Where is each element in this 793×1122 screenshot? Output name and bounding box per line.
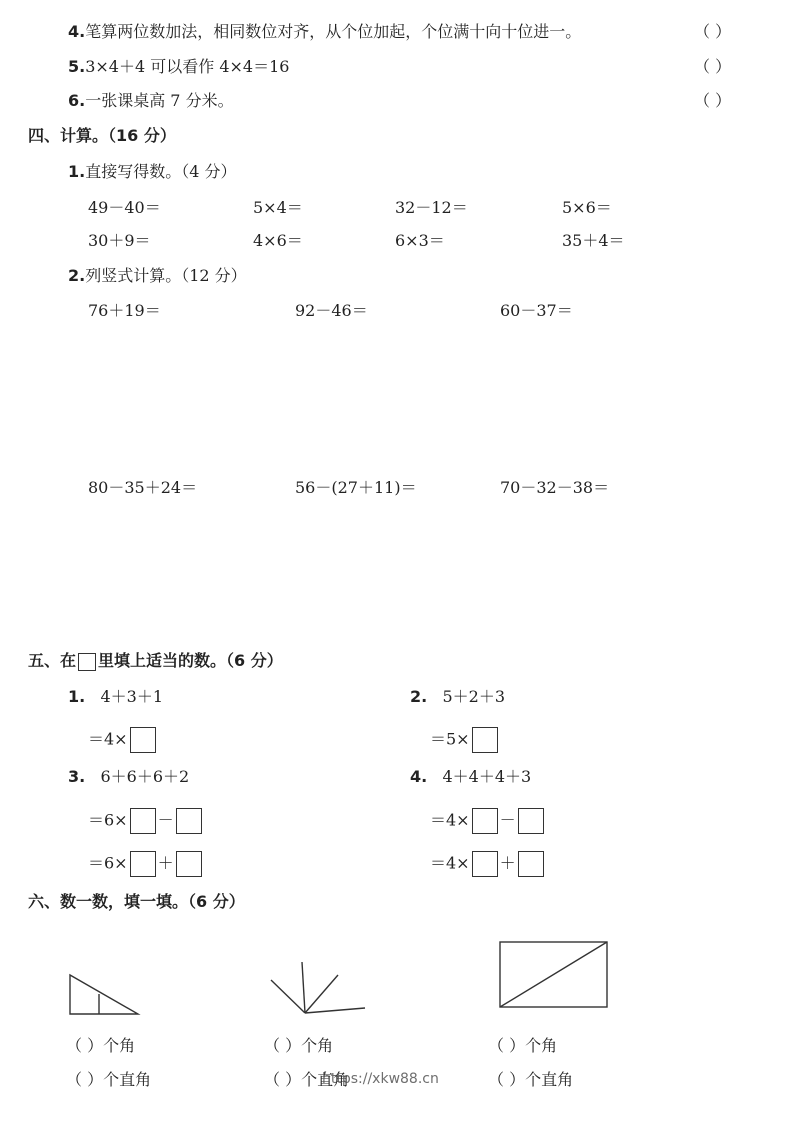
- section6-title: 六、数一数，填一填。（6 分）: [28, 892, 245, 911]
- fill-q2: 2. 5＋2＋3: [410, 687, 506, 706]
- right-angle-count-1[interactable]: （ ）个直角: [66, 1070, 152, 1089]
- vertical-calc: 60－37＝: [500, 301, 573, 320]
- angle-count-1[interactable]: （ ）个角: [66, 1036, 136, 1055]
- watermark: https://xkw88.cn: [322, 1071, 439, 1087]
- right-angle-count-3[interactable]: （ ）个直角: [488, 1070, 574, 1089]
- q2-title: 2.列竖式计算。（12 分）: [68, 266, 247, 285]
- vertical-calc: 56－(27＋11)＝: [295, 478, 417, 497]
- vertical-calc: 76＋19＝: [88, 301, 161, 320]
- vertical-calc: 92－46＝: [295, 301, 368, 320]
- oral-calc: 5×6＝: [562, 198, 612, 217]
- oral-calc: 5×4＝: [253, 198, 303, 217]
- triangle-figure: [70, 975, 138, 1014]
- section4-title: 四、计算。（16 分）: [28, 126, 176, 145]
- rectangle-figure: [500, 942, 607, 1007]
- oral-calc: 30＋9＝: [88, 231, 151, 250]
- oral-calc: 49－40＝: [88, 198, 161, 217]
- vertical-calc: 70－32－38＝: [500, 478, 610, 497]
- angle-count-3[interactable]: （ ）个角: [488, 1036, 558, 1055]
- judge-answer-6[interactable]: （ ）: [694, 91, 732, 110]
- angle-count-2[interactable]: （ ）个角: [264, 1036, 334, 1055]
- judge-item-6: 6.一张课桌高 7 分米。: [68, 91, 234, 110]
- fill-q2-line: ＝5×: [430, 727, 500, 753]
- judge-item-4: 4.笔算两位数加法，相同数位对齐，从个位加起，个位满十向十位进一。: [68, 22, 582, 41]
- right-angle-count-2[interactable]: （ ）个直角: [264, 1070, 350, 1089]
- judge-answer-4[interactable]: （ ）: [694, 22, 732, 41]
- fill-q3-line2: ＝6× ＋: [88, 851, 204, 877]
- vertical-calc: 80－35＋24＝: [88, 478, 198, 497]
- rays-figure: [271, 962, 365, 1013]
- oral-calc: 6×3＝: [395, 231, 445, 250]
- fill-q4: 4. 4＋4＋4＋3: [410, 767, 532, 786]
- judge-item-5: 5.3×4＋4 可以看作 4×4＝16: [68, 57, 290, 76]
- fill-q1: 1. 4＋3＋1: [68, 687, 164, 706]
- fill-q3-line1: ＝6× －: [88, 808, 204, 834]
- oral-calc: 35＋4＝: [562, 231, 625, 250]
- fill-q4-line1: ＝4× －: [430, 808, 546, 834]
- judge-answer-5[interactable]: （ ）: [694, 57, 732, 76]
- oral-calc: 4×6＝: [253, 231, 303, 250]
- q1-title: 1.直接写得数。（4 分）: [68, 162, 237, 181]
- fill-q4-line2: ＝4× ＋: [430, 851, 546, 877]
- fill-q1-line: ＝4×: [88, 727, 158, 753]
- section5-title: 五、在 里填上适当的数。（6 分）: [28, 651, 283, 670]
- fill-q3: 3. 6＋6＋6＋2: [68, 767, 190, 786]
- oral-calc: 32－12＝: [395, 198, 468, 217]
